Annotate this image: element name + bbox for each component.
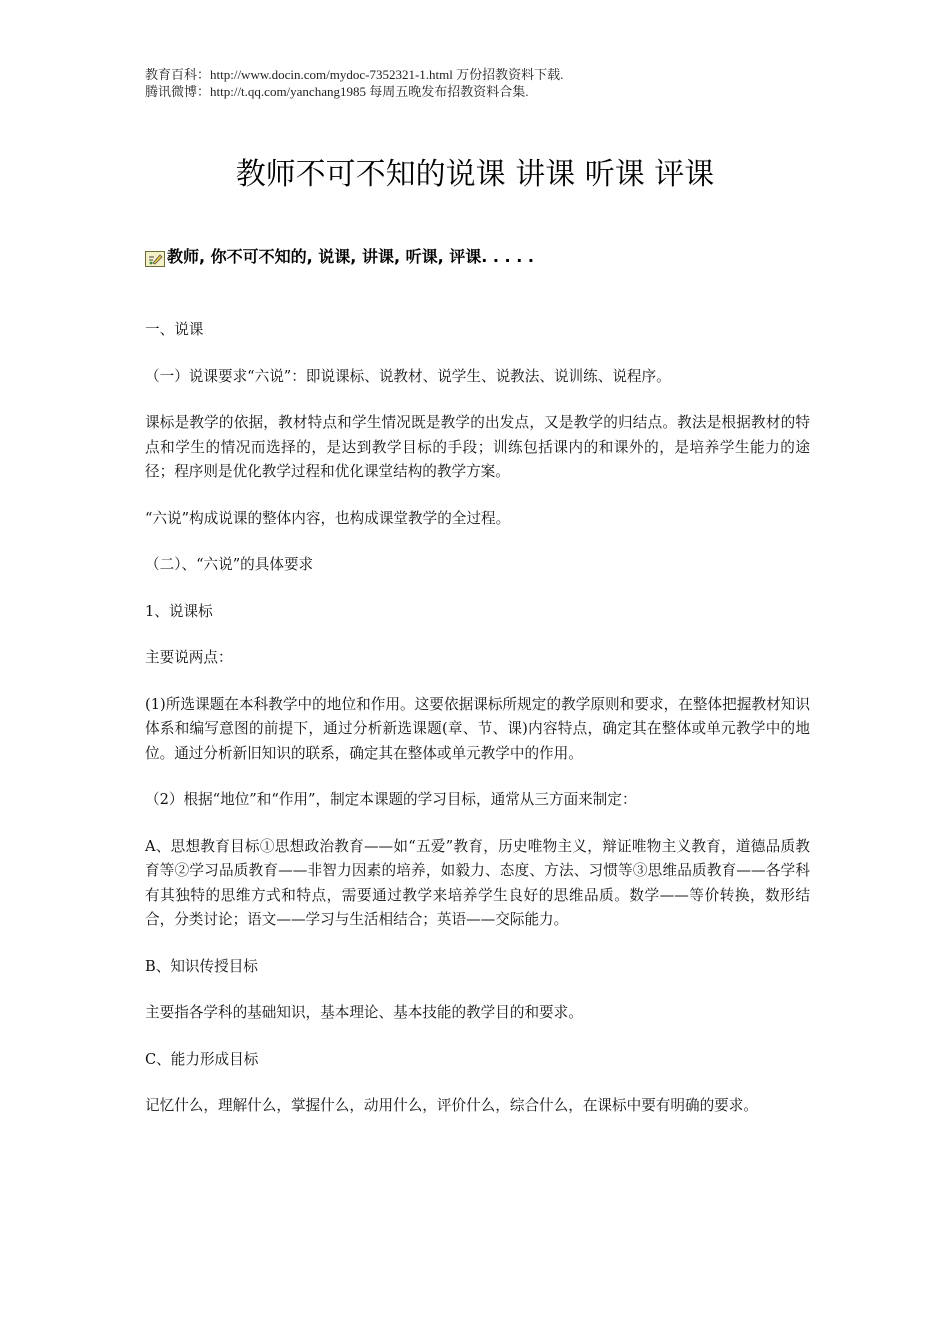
paragraph-point-1: (1)所选课题在本科教学中的地位和作用。这要依据课标所规定的教学原则和要求，在整体把握教材知识体系和编写意图的前提下，通过分析新选课题(章、节、课)内容特点，确定其在整体或单元教学中的地位。通过分析新旧知识的联系，确定其在整体或单元教学中的作用。: [145, 695, 810, 762]
edit-note-icon: [145, 249, 165, 265]
subtitle: [145, 244, 825, 270]
paragraph-two-points: 主要说两点：: [145, 649, 233, 666]
item-heading-goal-b: B、知识传授目标: [145, 957, 258, 975]
paragraph-six-content: “六说”构成说课的整体内容，也构成课堂教学的全过程。: [145, 509, 511, 527]
page-header: [145, 66, 825, 100]
header-line-weibo: 腾讯微博：http://t.qq.com/yanchang1985 每周五晚发布招教资料合集.: [145, 84, 529, 99]
item-heading-curriculum: 1、说课标: [145, 602, 213, 620]
document-body: [145, 318, 810, 1141]
paragraph-curriculum-basis: 课标是教学的依据，教材特点和学生情况既是教学的出发点，又是教学的归结点。教法是根据教材的特点和学生的情况而选择的，是达到教学目标的手段；训练包括课内的和课外的，是培养学生能力的途径；程序则是优化教学过程和优化课堂结构的教学方案。: [145, 414, 810, 480]
section-heading-shuoke: 一、说课: [145, 321, 204, 338]
paragraph-goal-c: 记忆什么，理解什么，掌握什么，动用什么，评价什么，综合什么，在课标中要有明确的要求。: [145, 1097, 758, 1114]
paragraph-point-2: （2）根据“地位”和“作用”，制定本课题的学习目标，通常从三方面来制定：: [145, 791, 637, 808]
document-title: 教师不可不知的说课 讲课 听课 评课: [235, 157, 715, 192]
section-heading-specific: （二）、“六说”的具体要求: [145, 556, 314, 573]
item-heading-goal-c: C、能力形成目标: [145, 1050, 259, 1068]
subtitle-text: 教师, 你不可不知的, 说课, 讲课, 听课, 评课. . . . .: [167, 247, 534, 266]
paragraph-goal-a: A、思想教育目标①思想政治教育——如“五爱”教育，历史唯物主义，辩证唯物主义教育，道德品质教育等②学习品质教育——非智力因素的培养，如毅力、态度、方法、习惯等③思维品质教育——各学科有其独特的思维方式和特点，需要通过教学来培养学生良好的思维品质。数学——等价转换，数形结合，分类讨论；语文——学习与生活相结合；英语——交际能力。: [145, 837, 810, 928]
header-line-baike: 教育百科：http://www.docin.com/mydoc-7352321-1.html 万份招教资料下载.: [145, 67, 564, 82]
paragraph-six-requirements: （一）说课要求“六说”：即说课标、说教材、说学生、说教法、说训练、说程序。: [145, 367, 671, 385]
paragraph-goal-b: 主要指各学科的基础知识，基本理论、基本技能的教学目的和要求。: [145, 1004, 583, 1021]
